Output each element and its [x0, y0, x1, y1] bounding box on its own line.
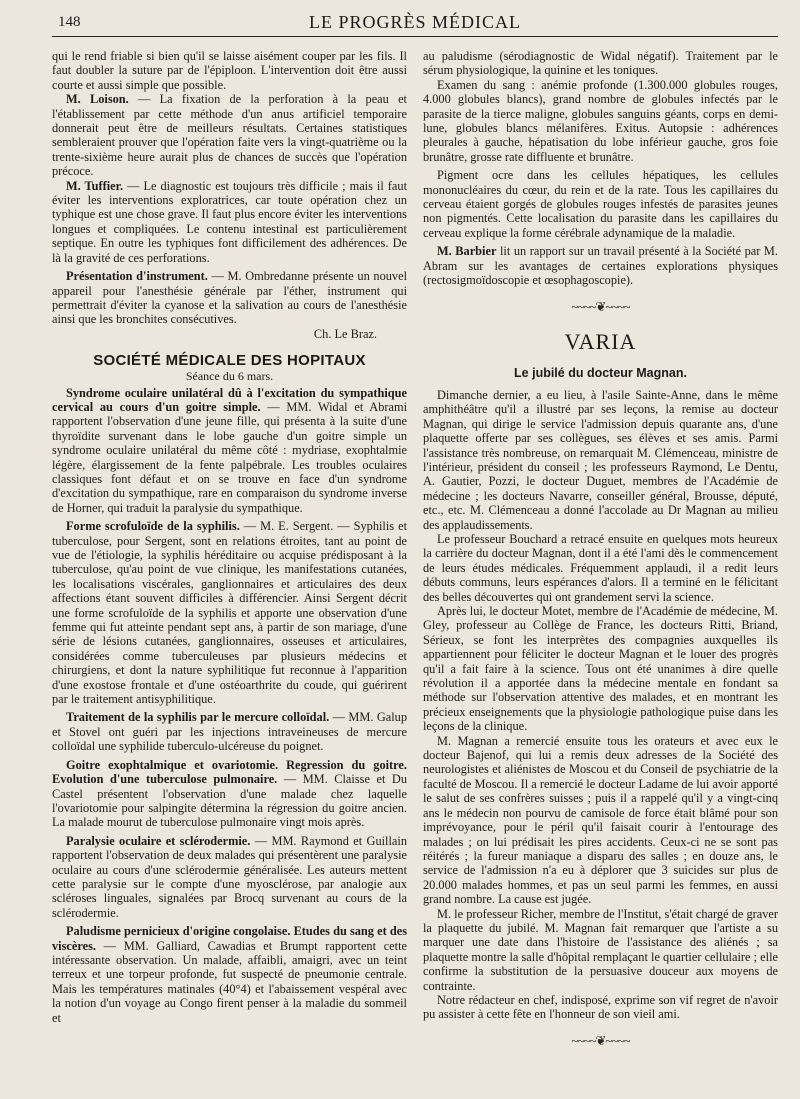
item-heading: Syndrome oculaire unilatéral dû à l'excitation du sympathique cervical au cours d'un goitre simple.: [52, 385, 407, 414]
paragraph: Goitre exophtalmique et ovariotomie. Regression du goitre. Evolution d'une tuberculose pulmonaire. — MM. Claisse et Du Castel présentent l'observation d'une malade chez laquelle l'ovariotomie pour salpingite détermina la régression du goitre ancien. La malade mourut de tuberculose pulmonaire vingt mois après.: [52, 757, 407, 830]
section-title: VARIA: [564, 328, 637, 354]
paragraph: Pigment ocre dans les cellules hépatiques, les cellules mononucléaires du cœur, du rein et de la rate. Tous les capillaires du cerveau étaient gorgés de globules rouges infestés de parasites jeunes non pigmentés. Cette localisation du parasite dans les capillaires du cerveau explique la forme cérébrale adynamique de la maladie.: [423, 168, 778, 240]
paragraph: M. Loison. — La fixation de la perforation à la peau et l'établissement par cette méthode d'un anus artificiel temporaire donnerait peut être de meilleurs résultats. Certaines statistiques sembleraient prouver que l'opération faite vers la vingt-quatrième ou la trente-sixième heure aurait plus de chances de succès que l'opération précoce.: [52, 92, 407, 179]
journal-title: LE PROGRÈS MÉDICAL: [308, 12, 521, 32]
paragraph: Examen du sang : anémie profonde (1.300.000 globules rouges, 4.000 globules blancs), grand nombre de globules infectés par le parasite de la tierce maligne, globules sanguins géants, corps en demi-lune, globules blancs mélanifères. Exitus. Autopsie : adhérences pleurales à gauche, hépatisation du lobe inférieur gauche, gros foie brunâtre, grosse rate diffluente et brunâtre.: [423, 77, 778, 164]
section-title: SOCIÉTÉ MÉDICALE DES HOPITAUX: [93, 352, 366, 370]
paragraph: Traitement de la syphilis par le mercure colloïdal. — MM. Galup et Stovel ont guéri par les injections intraveineuses de mercure colloïdal une syphilide tuberculo-ulcéreuse du poignet.: [52, 710, 408, 754]
speaker-name: M. Tuffier.: [66, 178, 124, 193]
item-heading: Traitement de la syphilis par le mercure colloïdal.: [66, 710, 330, 725]
ornament-divider: ~~~~❦~~~~: [571, 298, 630, 314]
paragraph: qui le rend friable si bien qu'il se laisse aisément couper par les fils. Il faut doubler la suture par de l'épiploon. L'intervention doit être aussi courte et aussi simple que possible.: [52, 49, 407, 92]
paragraph: M. le professeur Richer, membre de l'Institut, s'était chargé de graver la plaquette du jubilé. M. Magnan fait remarquer que l'artiste a su marquer une date dans l'histoire de l'assistance des aliénés ; sa plaquette montre la salle d'hôpital remplaçant le quartier cellulaire ; elle confirme la substitution de la persuasive douceur aux moyens de contrainte.: [423, 906, 778, 993]
speaker-name: M. Loison.: [66, 92, 129, 107]
paragraph: Le professeur Bouchard a retracé ensuite en quelques mots heureux la carrière du docteur Magnan, dont il a été l'ami dès le commencement de leurs études médicales. Fréquemment applaudi, il a redit leurs débuts communs, leurs espérances d'alors. Il a terminé en le félicitant des belles découvertes qui ont grandement servi la science.: [423, 531, 778, 604]
paragraph: au paludisme (sérodiagnostic de Widal négatif). Traitement par le sérum physiologique, la quinine et les toniques.: [423, 49, 778, 78]
item-heading: Paludisme pernicieux d'origine congolaise. Etudes du sang et des viscères.: [52, 924, 407, 953]
right-column: [423, 49, 778, 1050]
session-date: Séance du 6 mars.: [185, 369, 274, 384]
item-heading: Forme scrofuloïde de la syphilis.: [66, 519, 240, 534]
paragraph: M. Barbier lit un rapport sur un travail présenté à la Société par M. Abram sur les avantages de certaines explorations physiques (rectosigmoïdoscopie et œsophagoscopie).: [423, 244, 778, 288]
signature: Ch. Le Braz.: [313, 326, 377, 341]
paragraph: Notre rédacteur en chef, indisposé, exprime son vif regret de n'avoir pu assister à cette fête en l'honneur de son vieil ami.: [423, 992, 778, 1022]
paragraph: Dimanche dernier, a eu lieu, à l'asile Sainte-Anne, dans le même amphithéâtre qu'il a illustré par ses leçons, la remise au docteur Magnan, qui dirige le service l'admission depuis quarante ans, d'une plaquette offerte par ses collègues, ses élèves et ses amis. Parmi l'assistance très nombreuse, on remarquait M. Clémenceau, ministre de l'intérieur, président du conseil ; les professeurs Raymond, Le Dentu, A. Gautier, Pozzi, le docteur Duguet, membres de l'Académie de médecine ; les docteurs Navarre, conseiller général, Brousse, député, etc., etc. M. Clémenceau a donné l'accolade au Dr Magnan au milieu des applaudissements.: [423, 387, 778, 532]
article-title: Le jubilé du docteur Magnan.: [514, 365, 687, 380]
item-heading: Goitre exophtalmique et ovariotomie. Regression du goitre. Evolution d'une tuberculose pulmonaire.: [52, 757, 407, 787]
paragraph: Syndrome oculaire unilatéral dû à l'excitation du sympathique cervical au cours d'un goitre simple. — MM. Widal et Abrami rapportent l'observation d'une jeune fille, qui présenta à la suite d'une thyroïdite survenant dans le lobe gauche d'un goitre simple un syndrome oculaire unilatéral du même côté : mydriase, exophtalmie légère, élargissement de la fente palpébrale. Les troubles oculaires classiques font défaut et on se trouve en face d'un syndrome d'excitation du sympathique, rare en comparaison du syndrome inverse de Horner, qui traduit la paralysie du sympathique.: [52, 385, 407, 515]
paragraph: M. Magnan a remercié ensuite tous les orateurs et avec eux le docteur Bajenof, qui lui a remis deux adresses de la Société des neurologistes et aliénistes de Moscou et du Conseil de psychiatrie de la faculté de Moscou. Il a remercié le docteur Ladame de lui avoir apporté le salut de ses confrères suisses ; puis il a rappelé qu'il y a vingt-cinq ans le médecin non pourvu de camisole de force était blâmé pour son imprévoyance, pour le péril qu'il faisait courir à l'entourage des malades ; on lui prédisait les pires accidents. Ceux-ci ne se sont pas réitérés ; la fureur maniaque a disparu des salles ; en douze ans, le service de l'admission n'a eu à déplorer que 3 suicides sur plus de 20.000 malades hommes, et pas un seul parmi les femmes, en aussi grand nombre. La cause est jugée.: [423, 733, 778, 907]
paragraph: Paludisme pernicieux d'origine congolaise. Etudes du sang et des viscères. — MM. Galliard, Cawadias et Brumpt rapportent cette intéressante observation. Un malade, affaibli, amaigri, avec un teint terreux et une torpeur profonde, fut suspecté de pneumonie centrale. Mais les températures matinales (40°4) et l'abaissement vespéral avec la notion d'un voyage au Congo firent penser à la maladie du sommeil et: [52, 924, 407, 1025]
item-heading: Paralysie oculaire et sclérodermie.: [66, 833, 251, 848]
paragraph: Après lui, le docteur Motet, membre de l'Académie de médecine, M. Gley, professeur au Collège de France, les docteurs Ritti, Briand, Sérieux, se font les interprètes des compagnies auxquelles ils appartiennent pour féliciter le docteur Magnan et le louer des progrès qu'il a fait faire à la science. Tous ont été unanimes à dire quelle révolution il a apportée dans la médecine mentale en fondant sa méthode sur l'observation attentive des malades, et en montrant les précieux enseignements que la physiologie pathologique puise dans les leçons de la clinique.: [423, 604, 778, 734]
ornament-divider: ~~~~❦~~~~: [571, 1032, 630, 1048]
page-header: [52, 8, 778, 37]
paragraph: Présentation d'instrument. — M. Ombredanne présente un nouvel appareil pour l'anesthésie générale par l'éther, instrument qui permettrait d'éviter la cyanose et la salivation au cours de l'anesthésie ainsi que les bronchites consécutives.: [52, 269, 408, 327]
item-heading: Présentation d'instrument.: [66, 269, 208, 284]
speaker-name: M. Barbier: [437, 244, 497, 259]
paragraph: M. Tuffier. — Le diagnostic est toujours très difficile ; mais il faut éviter les interventions exploratrices, car toute opération chez un typhique est une chose grave. Il faut plus encore éviter les interventions longues et compliquées. Le contenu intestinal est particulièrement septique. En outre les typhiques font difficilement des adhérences. De là la gravité de ces perforations.: [52, 178, 407, 265]
paragraph: Paralysie oculaire et sclérodermie. — MM. Raymond et Guillain rapportent l'observation de deux malades qui présentèrent une paralysie oculaire au cours d'une sclérodermie généralisée. Les auteurs mettent cette paralysie sur le compte d'une myosclérose, par analogie aux scléroses linguales, signalées par Brocq survenant au cours de la sclérodermie.: [52, 833, 407, 920]
left-column: [52, 49, 407, 1050]
page-number: 148: [58, 14, 81, 30]
paragraph: Forme scrofuloïde de la syphilis. — M. E. Sergent. — Syphilis et tuberculose, pour Sergent, sont en relations étroites, tant au point de vue de l'étiologie, la syphilis héréditaire ou acquise prédisposant à la tuberculose, qu'au point de vue clinique, les manifestations cutanées, les localisations viscérales, ganglionnaires et articulaires des deux affections étant souvent difficiles à différencier. Ainsi Sergent décrit une forme scrofuloïde de la syphilis et apporte une observation d'une femme qui fut atteinte pendant sept ans, à partir de son mariage, d'une série de lésions cutanées, ganglionnaires, osseuses et articulaires, considérées comme tuberculeuses par plusieurs médecins et chirurgiens, et dont la nature syphilitique fut reconnue à l'apparition d'une exostose frontale et d'une ostéoarthrite du coude, qui guérirent par le traitement antisyphilitique.: [52, 519, 407, 707]
